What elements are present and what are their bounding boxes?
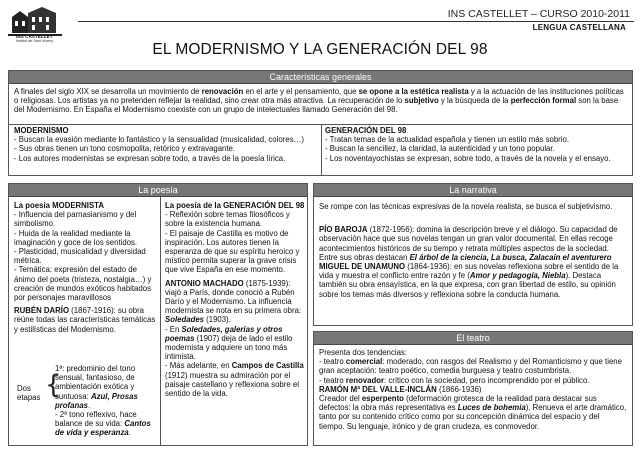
narrativa-heading: La narrativa [314, 184, 632, 197]
subject-label: LENGUA CASTELLANA [532, 23, 626, 32]
list-item: - Tratan temas de la actualidad española y tienen un estilo más sobrio. [325, 135, 570, 145]
school-course-label: INS CASTELLET – CURSO 2010-2011 [447, 8, 630, 20]
machado-item: - Más adelante, en Campos de Castilla (1912) muestra su admiración por el paisaje castellano y reflexiona sobre el sentido de la vida. [165, 361, 304, 399]
list-item: - Los autores modernistas se expresan sobre todo, a través de la poesía lírica. [14, 153, 286, 163]
g98-summary [325, 126, 630, 163]
brace-icon: { [45, 370, 62, 400]
machado-item: - En Soledades, galerías y otros poemas (1907) deja de lado el estilo modernista y adquiere un tono más intimista. [165, 324, 293, 362]
list-item: - Buscan la sencillez, la claridad, la autenticidad y un tono popular. [325, 144, 555, 154]
g98-title: GENERACIÓN DEL 98 [325, 126, 407, 135]
valle-paragraph: Creador del esperpento (deformación grotesca de la realidad para destacar sus defectos: la obra más representativa es Luces de bohemia). Renueva el arte dramático, tanto por su contenido crítico como por su concepción dinámica del espacio y del tiempo. Su lenguaje, irónico y de gran crudeza, es conmovedor. [319, 394, 627, 431]
dario-paragraph: RUBÉN DARÍO (1867-1916): su obra reúne todas las características temáticas y estilísticas del Modernismo. [14, 306, 156, 334]
general-paragraph: A finales del siglo XIX se desarrolla un movimiento de renovación en el arte y el pensamiento, que se opone a la estética realista y a la actuación de las instituciones políticas o religiosas. Los artistas ya no pretenden reflejar la realidad, sino crear otra más atractiva. La recuperación de lo subjetivo y la búsqueda de la perfección formal son la base del Modernismo. En España el Modernismo coexiste con un grupo de intelectuales llamado Generación del 98. [14, 87, 624, 115]
page-title: EL MODERNISMO Y LA GENERACIÓN DEL 98 [152, 41, 488, 58]
list-item: - Temática: expresión del estado de ánimo del poeta (tristeza, nostalgia…) y creación de mundos exóticos habitados por personajes maravillosos [14, 265, 152, 303]
narrativa-intro: Se rompe con las técnicas expresivas de la novela realista, se busca el subjetivismo. [319, 202, 613, 211]
poesia-modernista [14, 201, 157, 334]
poesia-heading: La poesía [9, 184, 307, 197]
valle-title: RAMÓN Mª DEL VALLE-INCLÁN (1866-1936) [319, 384, 482, 394]
list-item: - Buscan la evasión mediante lo fantástico y la sensualidad (musicalidad, colores…) [14, 135, 304, 145]
modernismo-summary [14, 126, 319, 163]
machado-paragraph: ANTONIO MACHADO (1875-1939): viajó a París, donde conoció a Rubén Darío y el Modernismo. La influencia modernista se nota en su primera obra: Soledades (1903). [165, 278, 302, 325]
poesia-g98-title: La poesía de la GENERACIÓN DEL 98 [165, 201, 305, 210]
general-vline [321, 124, 322, 175]
list-item: - Reflexión sobre temas filosóficos y sobre la existencia humana. [165, 210, 290, 229]
teatro-renovador: - teatro renovador: crítico con la sociedad, pero incomprendido por el público. [319, 375, 590, 385]
teatro-body [314, 345, 632, 431]
list-item: - Influencia del parnasianismo y del simbolismo. [14, 210, 137, 229]
modernismo-title: MODERNISMO [14, 126, 69, 135]
list-item: - Huida de la realidad mediante la imaginación y goce de los sentidos. [14, 228, 138, 247]
unamuno-paragraph: MIGUEL DE UNAMUNO (1864-1936): en sus novelas reflexiona sobre el sentido de la vida y muestra el conflicto entre razón y fe (Amor y pedagogía, Niebla). Destaca también su obra ensayística, en la que expresa, con gran libertad de estilo, su opinión sobre los temas más diversos y reflexiona sobre la conducta humana. [319, 262, 619, 299]
list-item: - El paisaje de Castilla es motivo de inspiración. Los autores tienen la esperanza de que su espíritu heroico y místico permita superar la grave crisis que vive España en ese momento. [165, 228, 300, 275]
general-section [8, 70, 633, 176]
teatro-heading: El teatro [314, 332, 632, 345]
poesia-vline [160, 197, 161, 445]
list-item: - Los noventayochistas se expresan, sobre todo, a través de la novela y el ensayo. [325, 153, 611, 163]
poesia-g98 [165, 201, 305, 398]
header-rule [78, 21, 634, 22]
poesia-modernista-title: La poesía MODERNISTA [14, 201, 104, 210]
baroja-paragraph: PÍO BAROJA (1872-1956): domina la descripción breve y el diálogo. Su capacidad de observación hace que sus novelas tengan un gran valor documental. En ellas recoge acontecimientos históricos de su tiempo y retrata múltiples aspectos de la sociedad. Entre sus obras destacan El árbol de la ciencia, La busca, Zalacaín el aventurero [319, 225, 618, 262]
dos-etapas-label: Dos etapas [17, 384, 41, 403]
etapas-list: 1ª: predominio del tono sensual, fantasioso, de ambientación exótica y suntuosa: Azul, Prosas profanas. - 2ª tono reflexivo, hace balance de su vida: Cantos de vida y esperanza. [55, 364, 151, 438]
list-item: - Plasticidad, musicalidad y diversidad métrica. [14, 247, 146, 266]
narrativa-section [313, 183, 633, 326]
list-item: - Sus obras tienen un tono cosmopolita, retórico y extravagante. [14, 144, 236, 154]
teatro-comercial: - teatro comercial: moderado, con rasgos del Realismo y del Romanticismo y que tiene gran aceptación: teatro poético, comedia burguesa y teatro costumbrista. [319, 357, 622, 376]
teatro-section [313, 331, 633, 446]
logo-label: INS CASTELLET Institut de Sant Vicenç [16, 34, 54, 43]
poesia-section [8, 183, 308, 446]
general-heading: Características generales [9, 71, 632, 84]
teatro-intro: Presenta dos tendencias: [319, 348, 407, 357]
